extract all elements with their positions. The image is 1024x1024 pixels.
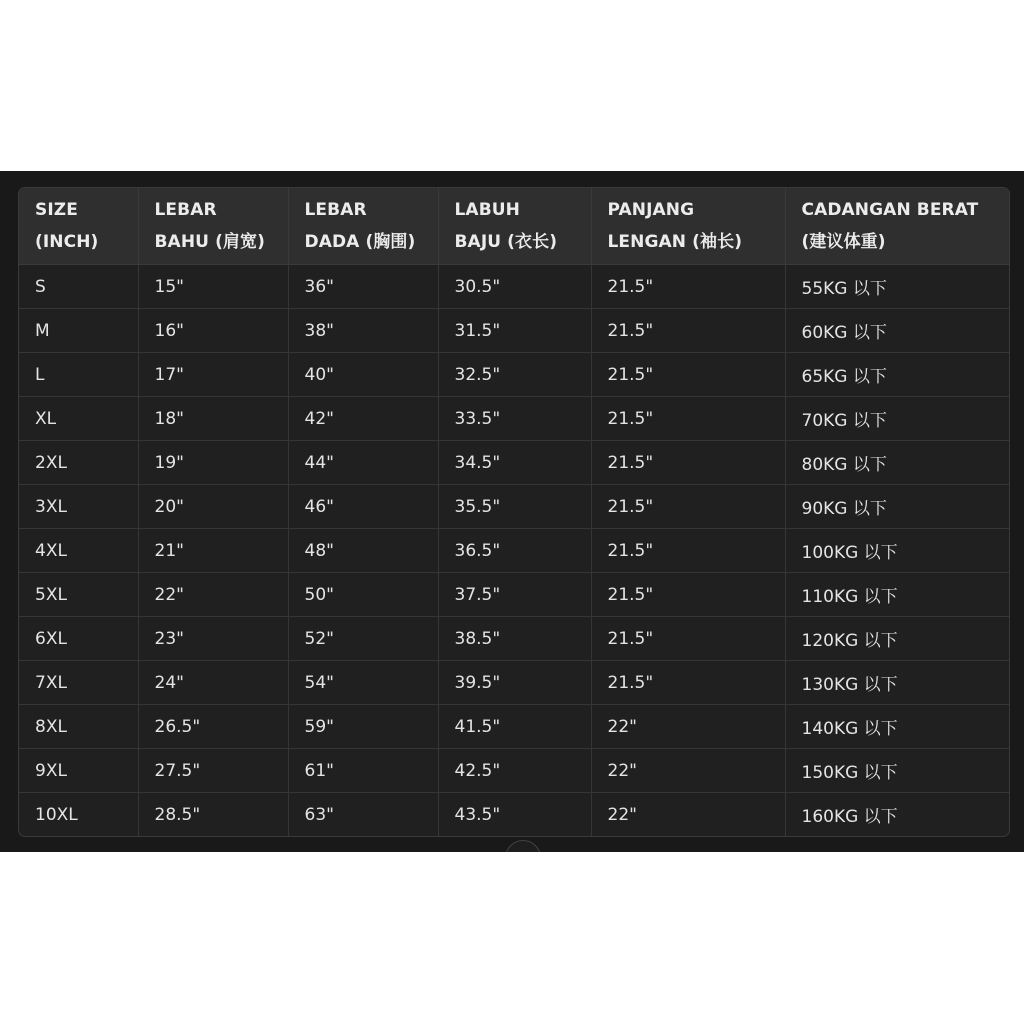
table-cell: 27.5" <box>138 749 288 793</box>
table-cell: 9XL <box>19 749 138 793</box>
table-cell: 21.5" <box>591 265 785 309</box>
table-cell: 40" <box>288 353 438 397</box>
table-cell: 21.5" <box>591 353 785 397</box>
column-header-3 <box>288 188 438 265</box>
column-header-1 <box>19 188 138 265</box>
table-cell: 52" <box>288 617 438 661</box>
table-cell: 22" <box>591 749 785 793</box>
table-cell: 60KG 以下 <box>785 309 1009 353</box>
column-header-line2: DADA (胸围) <box>304 232 416 252</box>
scroll-down-circle-icon[interactable] <box>505 840 541 852</box>
header-row <box>19 188 1009 265</box>
table-cell: 18" <box>138 397 288 441</box>
table-cell: 35.5" <box>438 485 591 529</box>
table-cell: 16" <box>138 309 288 353</box>
column-header-line1: LABUH <box>454 200 520 220</box>
table-cell: 42.5" <box>438 749 591 793</box>
table-cell: 36.5" <box>438 529 591 573</box>
table-row <box>19 573 1009 617</box>
column-header-line2: LENGAN (袖长) <box>607 232 743 252</box>
table-row <box>19 617 1009 661</box>
table-row <box>19 441 1009 485</box>
table-cell: 5XL <box>19 573 138 617</box>
column-header-5 <box>591 188 785 265</box>
table-header <box>19 188 1009 265</box>
size-chart-table <box>19 188 1009 836</box>
table-cell: 41.5" <box>438 705 591 749</box>
table-row <box>19 793 1009 837</box>
table-row <box>19 353 1009 397</box>
table-cell: 70KG 以下 <box>785 397 1009 441</box>
table-cell: 36" <box>288 265 438 309</box>
table-cell: 46" <box>288 485 438 529</box>
column-header-2 <box>138 188 288 265</box>
column-header-6 <box>785 188 1009 265</box>
table-cell: 19" <box>138 441 288 485</box>
size-chart-panel <box>0 171 1024 852</box>
table-cell: 32.5" <box>438 353 591 397</box>
table-cell: 21.5" <box>591 529 785 573</box>
table-cell: 42" <box>288 397 438 441</box>
table-row <box>19 265 1009 309</box>
table-cell: 90KG 以下 <box>785 485 1009 529</box>
table-cell: 21.5" <box>591 485 785 529</box>
table-cell: L <box>19 353 138 397</box>
table-cell: 54" <box>288 661 438 705</box>
table-cell: 2XL <box>19 441 138 485</box>
table-cell: 26.5" <box>138 705 288 749</box>
table-cell: 30.5" <box>438 265 591 309</box>
table-cell: 100KG 以下 <box>785 529 1009 573</box>
table-cell: 55KG 以下 <box>785 265 1009 309</box>
table-cell: 50" <box>288 573 438 617</box>
table-cell: 65KG 以下 <box>785 353 1009 397</box>
table-cell: 28.5" <box>138 793 288 837</box>
table-cell: 7XL <box>19 661 138 705</box>
table-cell: 61" <box>288 749 438 793</box>
table-cell: 37.5" <box>438 573 591 617</box>
table-cell: 130KG 以下 <box>785 661 1009 705</box>
table-row <box>19 661 1009 705</box>
table-cell: 140KG 以下 <box>785 705 1009 749</box>
column-header-line1: PANJANG <box>607 200 695 220</box>
table-cell: 38" <box>288 309 438 353</box>
column-header-line1: LEBAR <box>154 200 217 220</box>
column-header-line2: (INCH) <box>35 232 99 252</box>
table-cell: 21" <box>138 529 288 573</box>
table-row <box>19 485 1009 529</box>
table-cell: M <box>19 309 138 353</box>
table-cell: 33.5" <box>438 397 591 441</box>
table-cell: XL <box>19 397 138 441</box>
column-header-line1: CADANGAN BERAT <box>801 200 979 220</box>
table-cell: 44" <box>288 441 438 485</box>
table-body <box>19 265 1009 837</box>
table-row <box>19 397 1009 441</box>
table-cell: 63" <box>288 793 438 837</box>
table-cell: 23" <box>138 617 288 661</box>
table-cell: 80KG 以下 <box>785 441 1009 485</box>
table-cell: 20" <box>138 485 288 529</box>
table-cell: 120KG 以下 <box>785 617 1009 661</box>
table-cell: 10XL <box>19 793 138 837</box>
table-cell: 24" <box>138 661 288 705</box>
table-cell: 160KG 以下 <box>801 807 898 827</box>
table-cell: 48" <box>288 529 438 573</box>
table-cell: 17" <box>138 353 288 397</box>
table-cell: 34.5" <box>438 441 591 485</box>
column-header-line2: BAHU (肩宽) <box>154 232 266 252</box>
table-cell: 43.5" <box>438 793 591 837</box>
column-header-4 <box>438 188 591 265</box>
table-cell: 22" <box>591 793 785 837</box>
table-cell: 4XL <box>19 529 138 573</box>
table-cell: 21.5" <box>591 661 785 705</box>
table-cell: 22" <box>138 573 288 617</box>
table-cell: 150KG 以下 <box>785 749 1009 793</box>
size-chart-table-container <box>18 187 1010 837</box>
table-row <box>19 705 1009 749</box>
column-header-line2: BAJU (衣长) <box>454 232 558 252</box>
table-cell: 22" <box>591 705 785 749</box>
table-cell: 110KG 以下 <box>785 573 1009 617</box>
table-cell: 21.5" <box>591 617 785 661</box>
column-header-line1: LEBAR <box>304 200 367 220</box>
table-row <box>19 309 1009 353</box>
column-header-line2: (建议体重) <box>801 232 886 252</box>
table-cell: 38.5" <box>438 617 591 661</box>
table-cell: 6XL <box>19 617 138 661</box>
table-cell: 8XL <box>19 705 138 749</box>
table-row <box>19 749 1009 793</box>
table-cell: 39.5" <box>438 661 591 705</box>
table-cell: 31.5" <box>438 309 591 353</box>
table-cell: 21.5" <box>591 309 785 353</box>
table-cell: 59" <box>288 705 438 749</box>
table-row <box>19 529 1009 573</box>
table-cell: 21.5" <box>591 441 785 485</box>
table-cell: 21.5" <box>591 573 785 617</box>
column-header-line1: SIZE <box>35 200 78 220</box>
table-cell: S <box>19 265 138 309</box>
table-cell: 3XL <box>19 485 138 529</box>
table-cell: 15" <box>138 265 288 309</box>
table-cell: 21.5" <box>591 397 785 441</box>
